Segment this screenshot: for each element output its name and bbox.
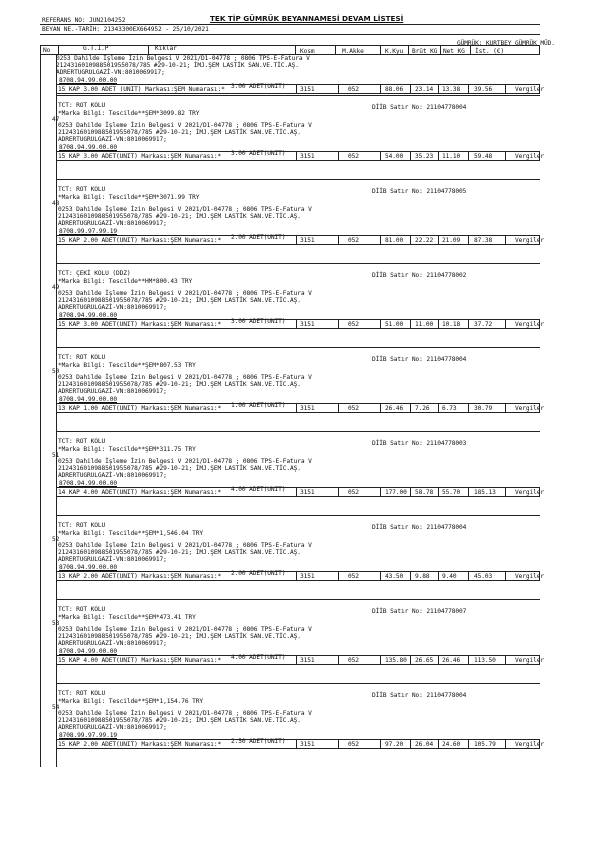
permit-line: ADRERTUGRULGAZİ-VN:8010069917; (58, 304, 167, 311)
taxes-label: Vergiler (515, 741, 545, 748)
diib-line-number: DİİB Satır No: 21104778007 (372, 608, 467, 615)
cell-sep (338, 739, 339, 749)
customs-office: GÜMRÜK: KURTBEY GÜMRÜK MÜD. (457, 40, 555, 47)
value-a: 7.26 (415, 405, 430, 412)
cell-sep (468, 487, 469, 497)
value-b: 13.38 (442, 86, 461, 93)
gtip-code: 8708.94.99.00.00 (59, 144, 118, 151)
diib-line-number: DİİB Satır No: 21104778003 (372, 440, 467, 447)
value-a: 11.00 (415, 321, 434, 328)
value-a: 22.22 (415, 237, 434, 244)
gross-weight: 43.50 (385, 573, 404, 580)
page-title: TEK TİP GÜMRÜK BEYANNAMESİ DEVAM LİSTESİ (210, 14, 404, 23)
quantity: 4.00 ADET(UNIT) (231, 486, 286, 493)
permit-line: ADRERTUGRULGAZİ-VN:8010069917; (58, 220, 167, 227)
value-a: 23.14 (415, 86, 434, 93)
item-divider (56, 515, 540, 516)
item-number: 54 (52, 704, 60, 711)
regime-code: 052 (348, 86, 359, 93)
divider (40, 24, 540, 25)
gross-weight: 26.46 (385, 405, 404, 412)
item-description: TCT: ROT KOLU (58, 438, 106, 445)
regime-code: 052 (348, 237, 359, 244)
diib-line-number: DİİB Satır No: 21104778004 (372, 104, 467, 111)
taxes-label: Vergiler (515, 573, 545, 580)
country-code: 3151 (300, 657, 315, 664)
cell-sep (380, 151, 381, 161)
brand-info: *Marka Bilgi: Tescilde**ŞEM*311.75 TRY (58, 446, 196, 453)
item-number: 47 (52, 116, 60, 123)
cell-sep (296, 319, 297, 329)
permit-line: 0253 Dahilde İşleme İzin Belgesi V 2021/D1-04778 ; 0806 TPS-E-Fatura V (56, 55, 310, 62)
cell-sep (338, 84, 339, 94)
value-c: 30.79 (474, 405, 493, 412)
gross-weight: 88.06 (385, 86, 404, 93)
brand-info: *Marka Bilgi: Tescilde**ŞEM*1,154.76 TRY (58, 698, 204, 705)
cell-sep (438, 739, 439, 749)
col-sep (440, 45, 441, 55)
col-kuyu: K.Kyu (385, 48, 404, 55)
cell-sep (338, 235, 339, 245)
cell-sep (505, 655, 506, 665)
gross-weight: 51.00 (385, 321, 404, 328)
cell-sep (296, 571, 297, 581)
taxes-label: Vergiler (515, 153, 545, 160)
cell-sep (338, 319, 339, 329)
cell-sep (410, 151, 411, 161)
cell-sep (505, 319, 506, 329)
cell-sep (338, 403, 339, 413)
cell-sep (410, 235, 411, 245)
cell-sep (410, 403, 411, 413)
permit-line: ADRERTUGRULGAZİ-VN:8010069917; (58, 472, 167, 479)
diib-line-number: DİİB Satır No: 21104778004 (372, 356, 467, 363)
cell-sep (296, 151, 297, 161)
declaration-number-date: BEYAN NE.-TARİH: 21343300EX664952 - 25/10/2021 (42, 26, 209, 33)
permit-line: 2124316010988501955078/785 #29-10-21; İMJ.ŞEM LASTİK SAN.VE.TİC.AŞ. (58, 213, 301, 220)
gtip-code: 8708.94.99.00.00 (59, 77, 118, 84)
package-line: 15 KAP 3.00 ADET(UNIT) Markası:ŞEM Numarası:* (58, 153, 222, 160)
col-sep (380, 45, 381, 55)
item-description: TCT: ÇEKİ KOLU (DDZ) (58, 270, 131, 277)
cell-sep (505, 84, 506, 94)
value-c: 105.79 (474, 741, 496, 748)
permit-line: ADRERTUGRULGAZİ-VN:8010069917; (58, 556, 167, 563)
value-b: 26.46 (442, 657, 461, 664)
divider (40, 34, 540, 35)
permit-line: 0253 Dahilde İşleme İzin Belgesi V 2021/D1-04778 ; 0806 TPS-E-Fatura V (58, 542, 312, 549)
cell-sep (410, 655, 411, 665)
col-net: Net KG (443, 48, 465, 55)
col-sep (58, 45, 59, 55)
cell-sep (438, 151, 439, 161)
cell-sep (380, 235, 381, 245)
item-divider (56, 431, 540, 432)
item-description: TCT: ROT KOLU (58, 522, 106, 529)
item-number: 50 (52, 368, 60, 375)
item-number: 48 (52, 200, 60, 207)
cell-sep (296, 739, 297, 749)
country-code: 3151 (300, 489, 315, 496)
item-description: TCT: ROT KOLU (58, 690, 106, 697)
regime-code: 052 (348, 321, 359, 328)
value-b: 9.40 (442, 573, 457, 580)
value-b: 6.73 (442, 405, 457, 412)
value-c: 87.38 (474, 237, 493, 244)
cell-sep (438, 235, 439, 245)
cell-sep (410, 487, 411, 497)
cell-sep (296, 655, 297, 665)
brand-info: *Marka Bilgi: Tescilde**ŞEM*807.53 TRY (58, 362, 196, 369)
diib-line-number: DİİB Satır No: 21104778002 (372, 272, 467, 279)
permit-line: 2124316010988501955078/785 #29-10-21; İMJ.ŞEM LASTİK SAN.VE.TİC.AŞ. (58, 297, 301, 304)
cell-sep (410, 739, 411, 749)
cell-sep (296, 487, 297, 497)
permit-line: 2124316010988501955078/785 #29-10-21; İMJ.ŞEM LASTİK SAN.VE.TİC.AŞ. (56, 62, 299, 69)
item-number: 52 (52, 536, 60, 543)
reference-number: REFERANS NO: JUN2104252 (42, 17, 126, 24)
cell-sep (505, 739, 506, 749)
col-sep (408, 45, 409, 55)
item-divider (56, 347, 540, 348)
permit-line: ADRERTUGRULGAZİ-VN:8010069917; (58, 136, 167, 143)
permit-line: 0253 Dahilde İşleme İzin Belgesi V 2021/D1-04778 ; 0806 TPS-E-Fatura V (58, 206, 312, 213)
quantity: 1.00 ADET(UNIT) (231, 402, 286, 409)
regime-code: 052 (348, 657, 359, 664)
quantity: 2.50 ADET(UNIT) (231, 738, 286, 745)
value-c: 59.48 (474, 153, 493, 160)
package-line: 15 KAP 4.00 ADET(UNIT) Markası:ŞEM Numarası:* (58, 657, 222, 664)
inner-left-border (56, 55, 57, 767)
cell-sep (468, 235, 469, 245)
col-kiklar: Kıklar (155, 45, 177, 52)
value-b: 55.70 (442, 489, 461, 496)
cell-sep (380, 319, 381, 329)
quantity: 4.00 ADET(UNIT) (231, 654, 286, 661)
permit-line: ADRERTUGRULGAZİ-VN:8010069917; (58, 388, 167, 395)
value-a: 26.04 (415, 741, 434, 748)
package-line: 13 KAP 1.00 ADET(UNIT) Markası:ŞEM Numarası:* (58, 405, 222, 412)
regime-code: 052 (348, 405, 359, 412)
item-description: TCT: ROT KOLU (58, 102, 106, 109)
col-no: No (43, 47, 51, 54)
item-description: TCT: ROT KOLU (58, 354, 106, 361)
cell-sep (410, 84, 411, 94)
cell-sep (468, 403, 469, 413)
brand-info: *Marka Bilgi: Tescilde**ŞEM*3099.82 TRY (58, 110, 200, 117)
cell-sep (380, 487, 381, 497)
value-c: 113.50 (474, 657, 496, 664)
cell-sep (468, 84, 469, 94)
cell-sep (438, 319, 439, 329)
gtip-code: 8708.94.99.00.00 (59, 312, 118, 319)
col-sep (470, 45, 471, 55)
regime-code: 052 (348, 741, 359, 748)
value-a: 26.65 (415, 657, 434, 664)
package-line: 15 KAP 2.00 ADET(UNIT) Markası:ŞEM Numarası:* (58, 741, 222, 748)
cell-sep (338, 655, 339, 665)
permit-line: 0253 Dahilde İşleme İzin Belgesi V 2021/D1-04778 ; 0806 TPS-E-Fatura V (58, 626, 312, 633)
country-code: 3151 (300, 321, 315, 328)
cell-sep (438, 403, 439, 413)
item-description: TCT: ROT KOLU (58, 606, 106, 613)
cell-sep (380, 403, 381, 413)
quantity: 2.00 ADET(UNIT) (231, 570, 286, 577)
cell-sep (468, 739, 469, 749)
permit-line: 2124316010988501955078/785 #29-10-21; İMJ.ŞEM LASTİK SAN.VE.TİC.AŞ. (58, 129, 301, 136)
item-divider (56, 599, 540, 600)
regime-code: 052 (348, 489, 359, 496)
permit-line: 0253 Dahilde İşleme İzin Belgesi V 2021/D1-04778 ; 0806 TPS-E-Fatura V (58, 374, 312, 381)
diib-line-number: DİİB Satır No: 21104778004 (372, 692, 467, 699)
cell-sep (438, 655, 439, 665)
taxes-label: Vergiler (515, 86, 545, 93)
cell-sep (505, 151, 506, 161)
value-c: 37.72 (474, 321, 493, 328)
country-code: 3151 (300, 153, 315, 160)
permit-line: 0253 Dahilde İşleme İzin Belgesi V 2021/D1-04778 ; 0806 TPS-E-Fatura V (58, 290, 312, 297)
col-sep (295, 45, 296, 55)
cell-sep (296, 84, 297, 94)
item-divider (56, 263, 540, 264)
col-kosm: Kosm (300, 48, 315, 55)
taxes-label: Vergiler (515, 237, 545, 244)
value-a: 35.23 (415, 153, 434, 160)
gross-weight: 177.00 (385, 489, 407, 496)
taxes-label: Vergiler (515, 405, 545, 412)
taxes-label: Vergiler (515, 489, 545, 496)
cell-sep (338, 487, 339, 497)
cell-sep (296, 235, 297, 245)
diib-line-number: DİİB Satır No: 21104778005 (372, 188, 467, 195)
value-b: 11.10 (442, 153, 461, 160)
package-line: 14 KAP 4.00 ADET(UNIT) Markası:ŞEM Numarası:* (58, 489, 222, 496)
permit-line: 0253 Dahilde İşleme İzin Belgesi V 2021/D1-04778 ; 0806 TPS-E-Fatura V (58, 122, 312, 129)
package-line: 15 KAP 3.00 ADET (UNIT) Markası:ŞEM Numarası:* (58, 86, 225, 93)
country-code: 3151 (300, 741, 315, 748)
item-number: 51 (52, 452, 60, 459)
permit-line: ADRERTUGRULGAZİ-VN:8010069917; (56, 69, 165, 76)
country-code: 3151 (300, 86, 315, 93)
col-sep (335, 45, 336, 55)
cell-sep (438, 84, 439, 94)
quantity: 3.00 ADET(UNIT) (231, 318, 286, 325)
quantity: 3.00 ADET(UNIT) (231, 150, 286, 157)
country-code: 3151 (300, 405, 315, 412)
package-line: 15 KAP 3.00 ADET(UNIT) Markası:ŞEM Numarası:* (58, 321, 222, 328)
gross-weight: 135.80 (385, 657, 407, 664)
cell-sep (380, 84, 381, 94)
value-a: 9.88 (415, 573, 430, 580)
regime-code: 052 (348, 573, 359, 580)
cell-sep (296, 403, 297, 413)
value-b: 24.60 (442, 741, 461, 748)
value-c: 39.56 (474, 86, 493, 93)
taxes-label: Vergiler (515, 657, 545, 664)
diib-line-number: DİİB Satır No: 21104778004 (372, 524, 467, 531)
value-b: 21.09 (442, 237, 461, 244)
gtip-code: 8708.94.99.00.00 (59, 564, 118, 571)
item-number: 49 (52, 284, 60, 291)
country-code: 3151 (300, 573, 315, 580)
item-divider (56, 95, 540, 96)
gtip-code: 8708.99.97.99.19 (59, 228, 118, 235)
permit-line: ADRERTUGRULGAZİ-VN:8010069917; (58, 724, 167, 731)
left-border (40, 45, 41, 767)
cell-sep (380, 655, 381, 665)
cell-sep (505, 487, 506, 497)
permit-line: ADRERTUGRULGAZİ-VN:8010069917; (58, 640, 167, 647)
package-line: 15 KAP 2.00 ADET(UNIT) Markası:ŞEM Numarası:* (58, 237, 222, 244)
gross-weight: 81.00 (385, 237, 404, 244)
gtip-code: 8708.94.99.00.00 (59, 396, 118, 403)
gtip-code: 8708.94.99.00.00 (59, 648, 118, 655)
cell-sep (338, 151, 339, 161)
cell-sep (468, 571, 469, 581)
value-b: 10.18 (442, 321, 461, 328)
cell-sep (338, 571, 339, 581)
item-number: 53 (52, 620, 60, 627)
cell-sep (410, 319, 411, 329)
col-sep (148, 45, 149, 55)
permit-line: 0253 Dahilde İşleme İzin Belgesi V 2021/D1-04778 ; 0806 TPS-E-Fatura V (58, 458, 312, 465)
col-makke: M.Akke (342, 48, 364, 55)
gross-weight: 97.20 (385, 741, 404, 748)
cell-sep (505, 235, 506, 245)
cell-sep (438, 571, 439, 581)
cell-sep (410, 571, 411, 581)
col-gtip: G.T.İ.P (83, 45, 109, 52)
item-divider (56, 179, 540, 180)
permit-line: 2124316010988501955078/785 #29-10-21; İMJ.ŞEM LASTİK SAN.VE.TİC.AŞ. (58, 633, 301, 640)
value-c: 45.03 (474, 573, 493, 580)
cell-sep (468, 319, 469, 329)
brand-info: *Marka Bilgi: Tescilde**HM*800.43 TRY (58, 278, 193, 285)
col-brut: Brüt KG (412, 48, 438, 55)
country-code: 3151 (300, 237, 315, 244)
cell-sep (380, 571, 381, 581)
cell-sep (505, 403, 506, 413)
value-c: 185.13 (474, 489, 496, 496)
brand-info: *Marka Bilgi: Tescilde**ŞEM*1,546.04 TRY (58, 530, 204, 537)
cell-sep (468, 151, 469, 161)
gtip-code: 8708.99.97.99.19 (59, 732, 118, 739)
package-line: 13 KAP 2.00 ADET(UNIT) Markası:ŞEM Numarası:* (58, 573, 222, 580)
item-divider (56, 683, 540, 684)
column-header-row (40, 45, 540, 55)
cell-sep (468, 655, 469, 665)
cell-sep (438, 487, 439, 497)
value-a: 58.78 (415, 489, 434, 496)
cell-sep (505, 571, 506, 581)
permit-line: 2124316010988501955078/785 #29-10-21; İMJ.ŞEM LASTİK SAN.VE.TİC.AŞ. (58, 549, 301, 556)
permit-line: 2124316010988501955078/785 #29-10-21; İMJ.ŞEM LASTİK SAN.VE.TİC.AŞ. (58, 465, 301, 472)
quantity: 2.00 ADET(UNIT) (231, 234, 286, 241)
col-ist: İst. (€) (475, 48, 505, 55)
gtip-code: 8708.94.99.00.00 (59, 480, 118, 487)
quantity: 3.00 ADET(UNIT) (231, 83, 286, 90)
gross-weight: 54.00 (385, 153, 404, 160)
brand-info: *Marka Bilgi: Tescilde**ŞEM*3071.99 TRY (58, 194, 200, 201)
permit-line: 0253 Dahilde İşleme İzin Belgesi V 2021/D1-04778 ; 0806 TPS-E-Fatura V (58, 710, 312, 717)
regime-code: 052 (348, 153, 359, 160)
permit-line: 2124316010988501955078/785 #29-10-21; İMJ.ŞEM LASTİK SAN.VE.TİC.AŞ. (58, 717, 301, 724)
item-description: TCT: ROT KOLU (58, 186, 106, 193)
permit-line: 2124316010988501955078/785 #29-10-21; İMJ.ŞEM LASTİK SAN.VE.TİC.AŞ. (58, 381, 301, 388)
taxes-label: Vergiler (515, 321, 545, 328)
cell-sep (380, 739, 381, 749)
brand-info: *Marka Bilgi: Tescilde**ŞEM*473.41 TRY (58, 614, 196, 621)
